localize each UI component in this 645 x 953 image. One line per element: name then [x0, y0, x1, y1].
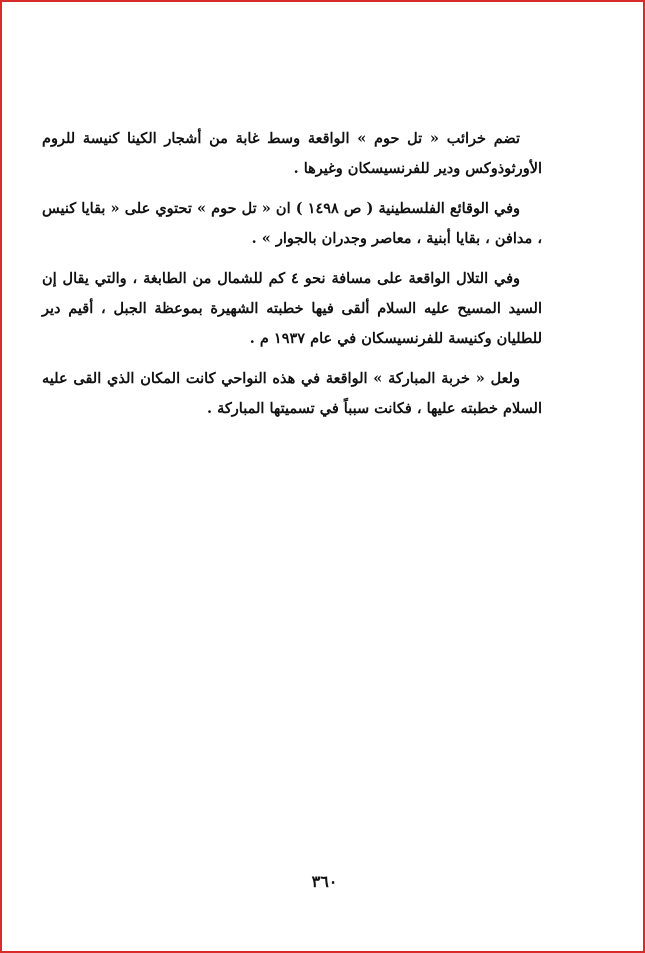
page-body: [42, 124, 542, 434]
paragraph-4: ولعل « خربة المباركة » الواقعة في هذه النواحي كانت المكان الذي القى عليه السلام خطبته عليها ، فكانت سبباً في تسميتها المباركة .: [42, 370, 542, 417]
page-number: ٣٦٠: [311, 872, 338, 891]
paragraph-1: تضم خرائب « تل حوم » الواقعة وسط غابة من أشجار الكينا كنيسة للروم الأورثوذوكس ودير للفرنسيسكان وغيرها .: [42, 130, 542, 177]
paragraph-3: وفي التلال الواقعة على مسافة نحو ٤ كم للشمال من الطابغة ، والتي يقال إن السيد المسيح عليه السلام ألقى فيها خطبته الشهيرة بموعظة الجبل ، أقيم دير للطليان وكنيسة للفرنسيسكان في عام ١٩٣٧ م .: [42, 270, 542, 347]
paragraph-2: وفي الوقائع الفلسطينية ( ص ١٤٩٨ ) ان « تل حوم » تحتوي على « بقايا كنيس ، مدافن ، بقايا أبنية ، معاصر وجدران بالجوار » .: [42, 200, 542, 247]
